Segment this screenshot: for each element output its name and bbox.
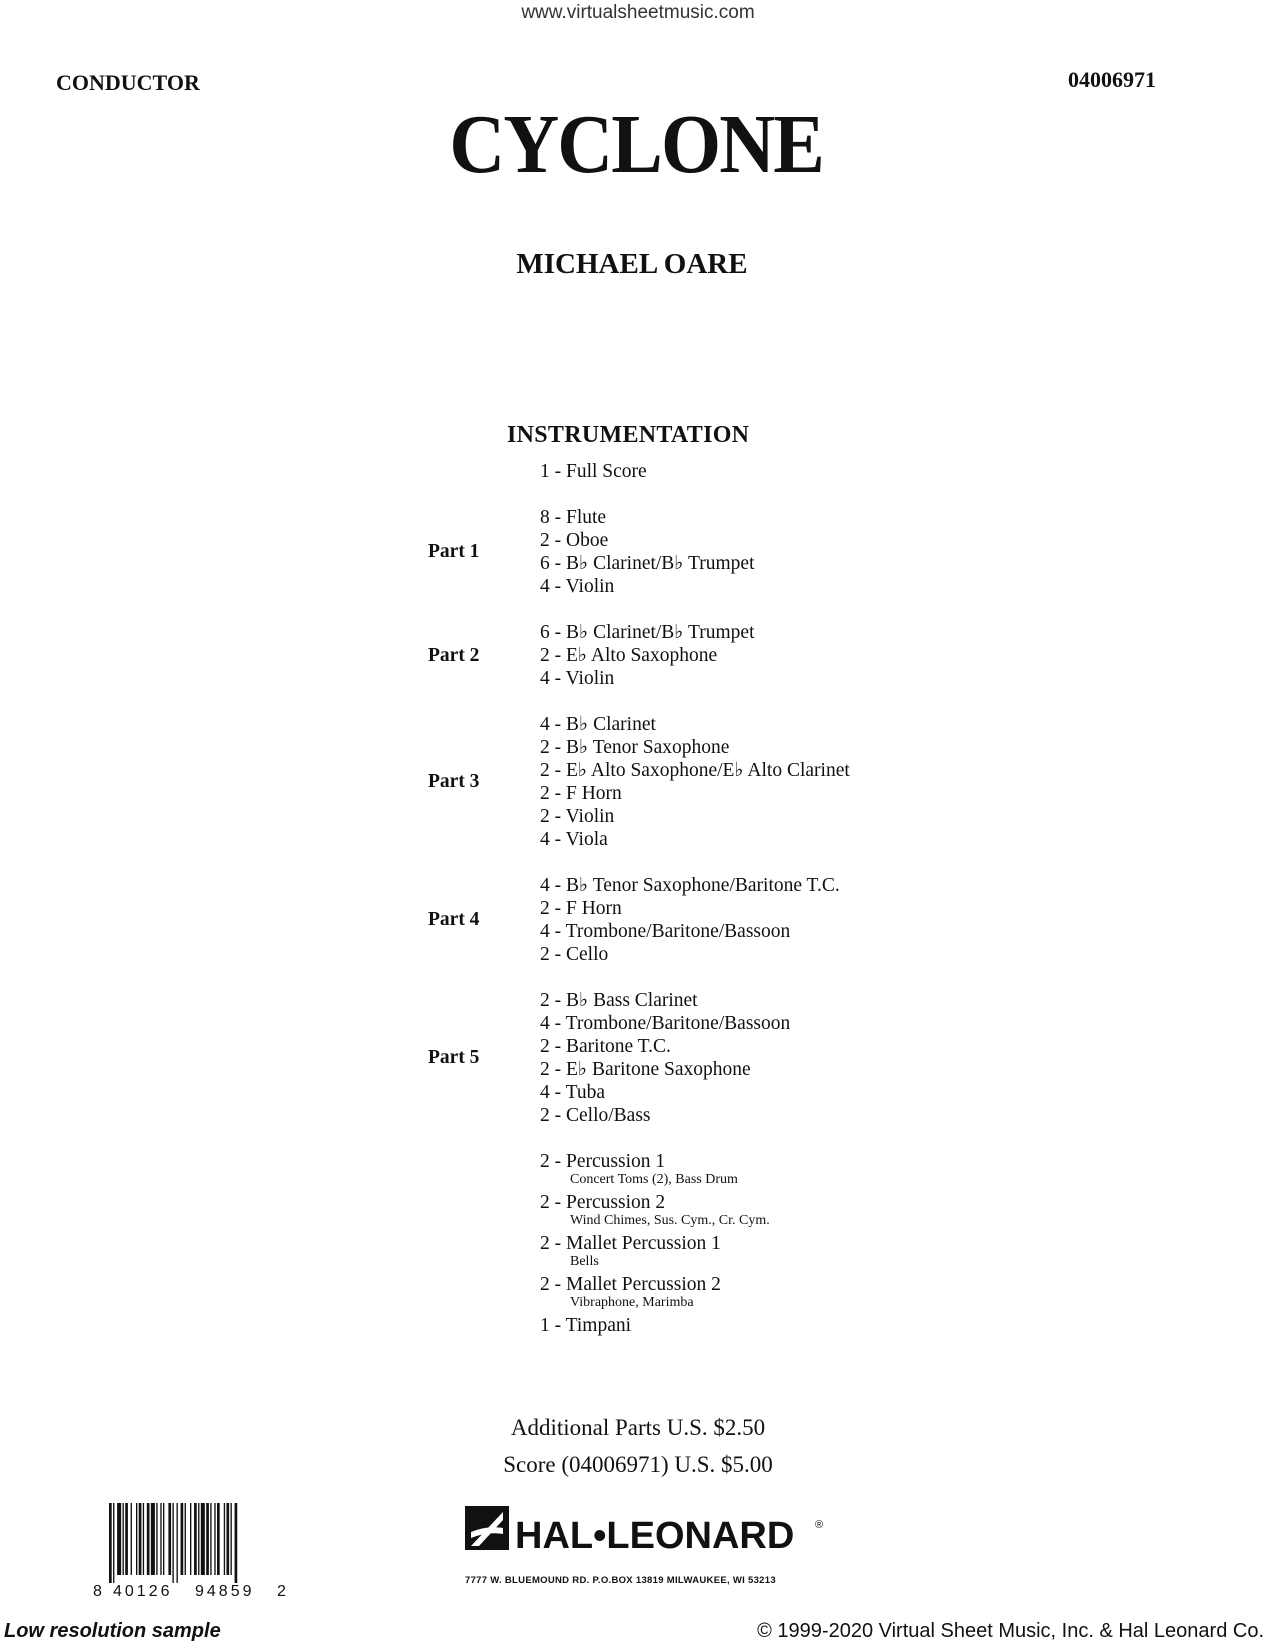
part-label: Part 5 bbox=[428, 1047, 480, 1068]
site-url: www.virtualsheetmusic.com bbox=[521, 2, 755, 23]
barcode-digits bbox=[93, 1583, 291, 1601]
instrument-item: 2 - E♭ Baritone Saxophone bbox=[540, 1059, 751, 1080]
instrument-note: Concert Toms (2), Bass Drum bbox=[570, 1172, 738, 1187]
publisher-name: HAL•LEONARD bbox=[515, 1515, 795, 1557]
instrument-item: 2 - Violin bbox=[540, 806, 615, 827]
instrument-item: 4 - B♭ Clarinet bbox=[540, 714, 656, 735]
instrument-item: 4 - Tuba bbox=[540, 1082, 606, 1103]
instrument-note: Vibraphone, Marimba bbox=[570, 1295, 694, 1310]
instrument-item: 4 - Viola bbox=[540, 829, 608, 850]
score-price: Score (04006971) U.S. $5.00 bbox=[503, 1452, 773, 1477]
instrument-group bbox=[428, 1150, 1148, 1337]
instrument-item: 2 - Mallet Percussion 1 bbox=[540, 1233, 721, 1254]
additional-parts-price: Additional Parts U.S. $2.50 bbox=[510, 1415, 766, 1440]
part-label: Part 2 bbox=[428, 644, 480, 666]
barcode-icon bbox=[105, 1503, 280, 1583]
instrument-item: 1 - Timpani bbox=[540, 1315, 632, 1336]
instrument-item: 6 - B♭ Clarinet/B♭ Trumpet bbox=[540, 622, 755, 643]
pricing bbox=[0, 1409, 1276, 1483]
instrument-item: 2 - Mallet Percussion 2 bbox=[540, 1274, 721, 1295]
sample-notice: Low resolution sample bbox=[4, 1620, 221, 1642]
instrument-item: 8 - Flute bbox=[540, 507, 607, 528]
trademark-symbol: ® bbox=[815, 1519, 824, 1531]
instrument-item: 2 - B♭ Bass Clarinet bbox=[540, 990, 698, 1011]
instrument-item: 4 - Trombone/Baritone/Bassoon bbox=[540, 1013, 791, 1034]
barcode-digit-group: 8 bbox=[93, 1583, 102, 1600]
instrument-group bbox=[428, 460, 1148, 483]
instrument-item: 2 - Percussion 1 bbox=[540, 1151, 666, 1172]
instrumentation-list bbox=[428, 460, 1148, 1360]
barcode-digit-group: 40126 bbox=[113, 1583, 173, 1600]
instrument-item: 2 - Percussion 2 bbox=[540, 1192, 666, 1213]
instrument-item: 4 - Violin bbox=[540, 668, 615, 689]
instrument-group bbox=[428, 621, 1148, 690]
publisher-address: 7777 W. BLUEMOUND RD. P.O.BOX 13819 MILWAUKEE, WI 53213 bbox=[465, 1575, 776, 1586]
instrument-item: 2 - E♭ Alto Saxophone bbox=[540, 645, 718, 666]
instrument-group bbox=[428, 874, 1148, 966]
instrument-item: 2 - B♭ Tenor Saxophone bbox=[540, 737, 730, 758]
copyright-notice: © 1999-2020 Virtual Sheet Music, Inc. & Hal Leonard Co. bbox=[757, 1620, 1264, 1642]
catalog-number: 04006971 bbox=[1068, 67, 1156, 92]
instrument-item: 1 - Full Score bbox=[540, 461, 647, 482]
instrument-item: 2 - Cello/Bass bbox=[540, 1105, 651, 1126]
part-label: Part 3 bbox=[428, 771, 480, 792]
instrument-item: 6 - B♭ Clarinet/B♭ Trumpet bbox=[540, 553, 755, 574]
instrument-group bbox=[428, 989, 1148, 1127]
instrument-item: 2 - Oboe bbox=[540, 530, 609, 551]
instrument-item: 2 - Cello bbox=[540, 944, 609, 965]
composer-name: MICHAEL OARE bbox=[516, 248, 748, 280]
hal-leonard-logo-icon bbox=[465, 1506, 845, 1576]
barcode-digit-group: 2 bbox=[277, 1583, 286, 1600]
part-label: Part 1 bbox=[428, 541, 480, 562]
part-label: Part 4 bbox=[428, 909, 480, 930]
instrument-item: 2 - E♭ Alto Saxophone/E♭ Alto Clarinet bbox=[540, 760, 850, 781]
instrument-item: 2 - F Horn bbox=[540, 898, 622, 919]
instrument-note: Wind Chimes, Sus. Cym., Cr. Cym. bbox=[570, 1213, 770, 1228]
instrument-item: 2 - F Horn bbox=[540, 783, 622, 804]
instrument-item: 4 - Violin bbox=[540, 576, 615, 597]
instrument-item: 4 - B♭ Tenor Saxophone/Baritone T.C. bbox=[540, 875, 840, 896]
page-title: CYCLONE bbox=[449, 98, 823, 191]
instrument-item: 2 - Baritone T.C. bbox=[540, 1036, 671, 1057]
instrument-item: 4 - Trombone/Baritone/Bassoon bbox=[540, 921, 791, 942]
instrument-group bbox=[428, 506, 1148, 598]
instrumentation-heading: INSTRUMENTATION bbox=[507, 422, 750, 448]
instrument-note: Bells bbox=[570, 1254, 599, 1269]
instrument-group bbox=[428, 713, 1148, 851]
part-name: CONDUCTOR bbox=[56, 70, 200, 95]
barcode-digit-group: 94859 bbox=[195, 1583, 255, 1600]
